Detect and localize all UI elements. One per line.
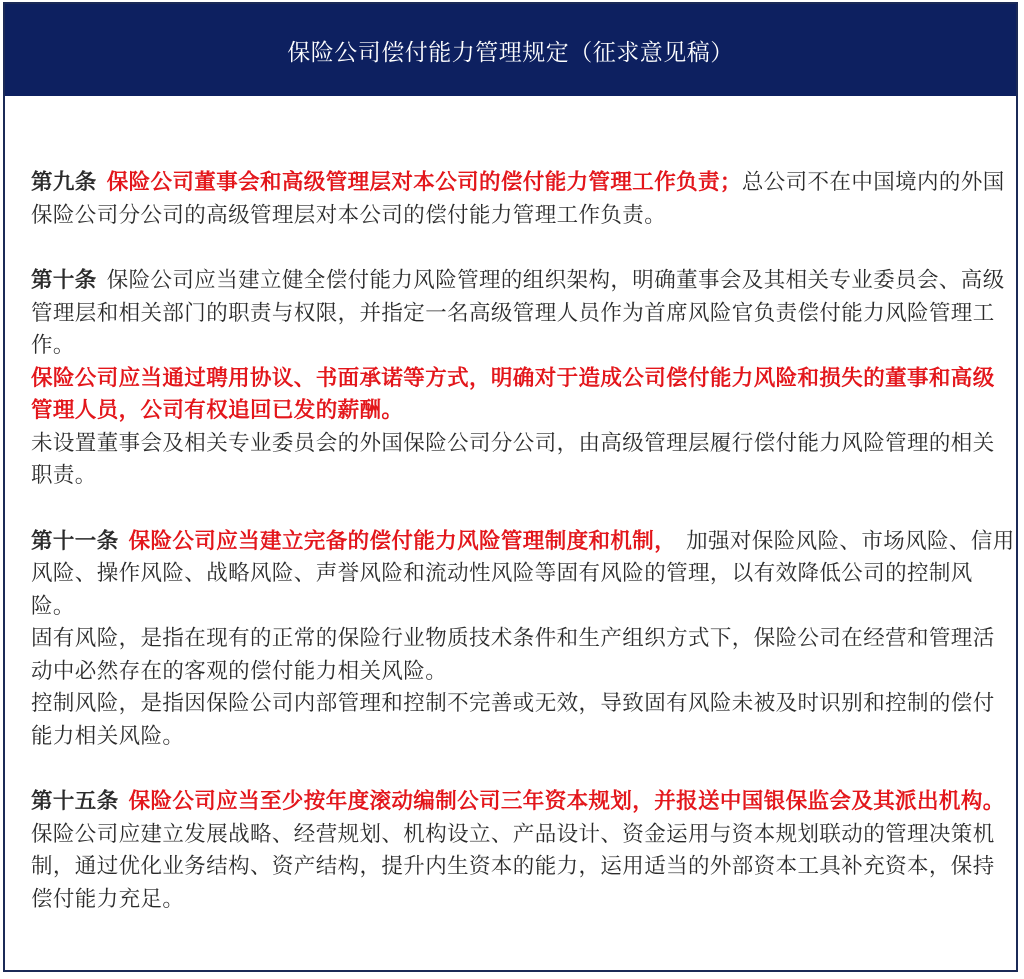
- article-10-note: 未设置董事会及相关专业委员会的外国保险公司分公司，由高级管理层履行偿付能力风险管理的相关职责。: [31, 430, 995, 488]
- article-11-definition-inherent-risk: 固有风险，是指在现有的正常的保险行业物质技术条件和生产组织方式下，保险公司在经营和管理活动中必然存在的客观的偿付能力相关风险。: [31, 626, 995, 684]
- article-10-title: 第十条: [31, 268, 97, 293]
- article-10-highlight: 保险公司应当通过聘用协议、书面承诺等方式，明确对于造成公司偿付能力风险和损失的董事和高级管理人员，公司有权追回已发的薪酬。: [31, 365, 995, 423]
- article-9-body: 总公司不在中国境内的外国保险公司分公司的高级管理层对本公司的偿付能力管理工作负责。: [31, 170, 1005, 228]
- article-10-paragraph: [31, 265, 1016, 363]
- document-frame: [3, 2, 1018, 972]
- article-15-body: 保险公司应建立发展战略、经营规划、机构设立、产品设计、资金运用与资本规划联动的管理决策机制，通过优化业务结构、资产结构，提升内生资本的能力，运用适当的外部资本工具补充资本，保持偿付能力充足。: [31, 821, 995, 912]
- document-header: [5, 4, 1016, 96]
- article-15: [31, 786, 1016, 916]
- article-15-paragraph: [31, 786, 1016, 916]
- article-9-paragraph: [31, 167, 1016, 232]
- document-title: 保险公司偿付能力管理规定（征求意见稿）: [287, 39, 734, 66]
- article-15-title: 第十五条: [31, 789, 119, 814]
- article-11-title: 第十一条: [31, 528, 119, 554]
- article-9-title: 第九条: [31, 170, 97, 195]
- article-11-highlight: 保险公司应当建立完备的偿付能力风险管理制度和机制，: [128, 528, 677, 554]
- document-body: [31, 167, 1016, 916]
- article-9-highlight: 保险公司董事会和高级管理层对本公司的偿付能力管理工作负责；: [106, 170, 742, 195]
- article-10-body: 保险公司应当建立健全偿付能力风险管理的组织架构，明确董事会及其相关专业委员会、高级管理层和相关部门的职责与权限，并指定一名高级管理人员作为首席风险官负责偿付能力风险管理工作。: [31, 268, 1005, 358]
- article-15-highlight: 保险公司应当至少按年度滚动编制公司三年资本规划，并报送中国银保监会及其派出机构。: [128, 789, 1005, 814]
- article-11-paragraph: [31, 526, 1016, 624]
- article-10: [31, 265, 1016, 493]
- article-11: [31, 526, 1016, 754]
- article-11-body: 加强对保险风险、市场风险、信用风险、操作风险、战略风险、声誉风险和流动性风险等固有风险的管理，以有效降低公司的控制风险。: [31, 528, 1015, 619]
- article-11-definition-control-risk: 控制风险，是指因保险公司内部管理和控制不完善或无效，导致固有风险未被及时识别和控制的偿付能力相关风险。: [31, 691, 995, 749]
- article-9: [31, 167, 1016, 232]
